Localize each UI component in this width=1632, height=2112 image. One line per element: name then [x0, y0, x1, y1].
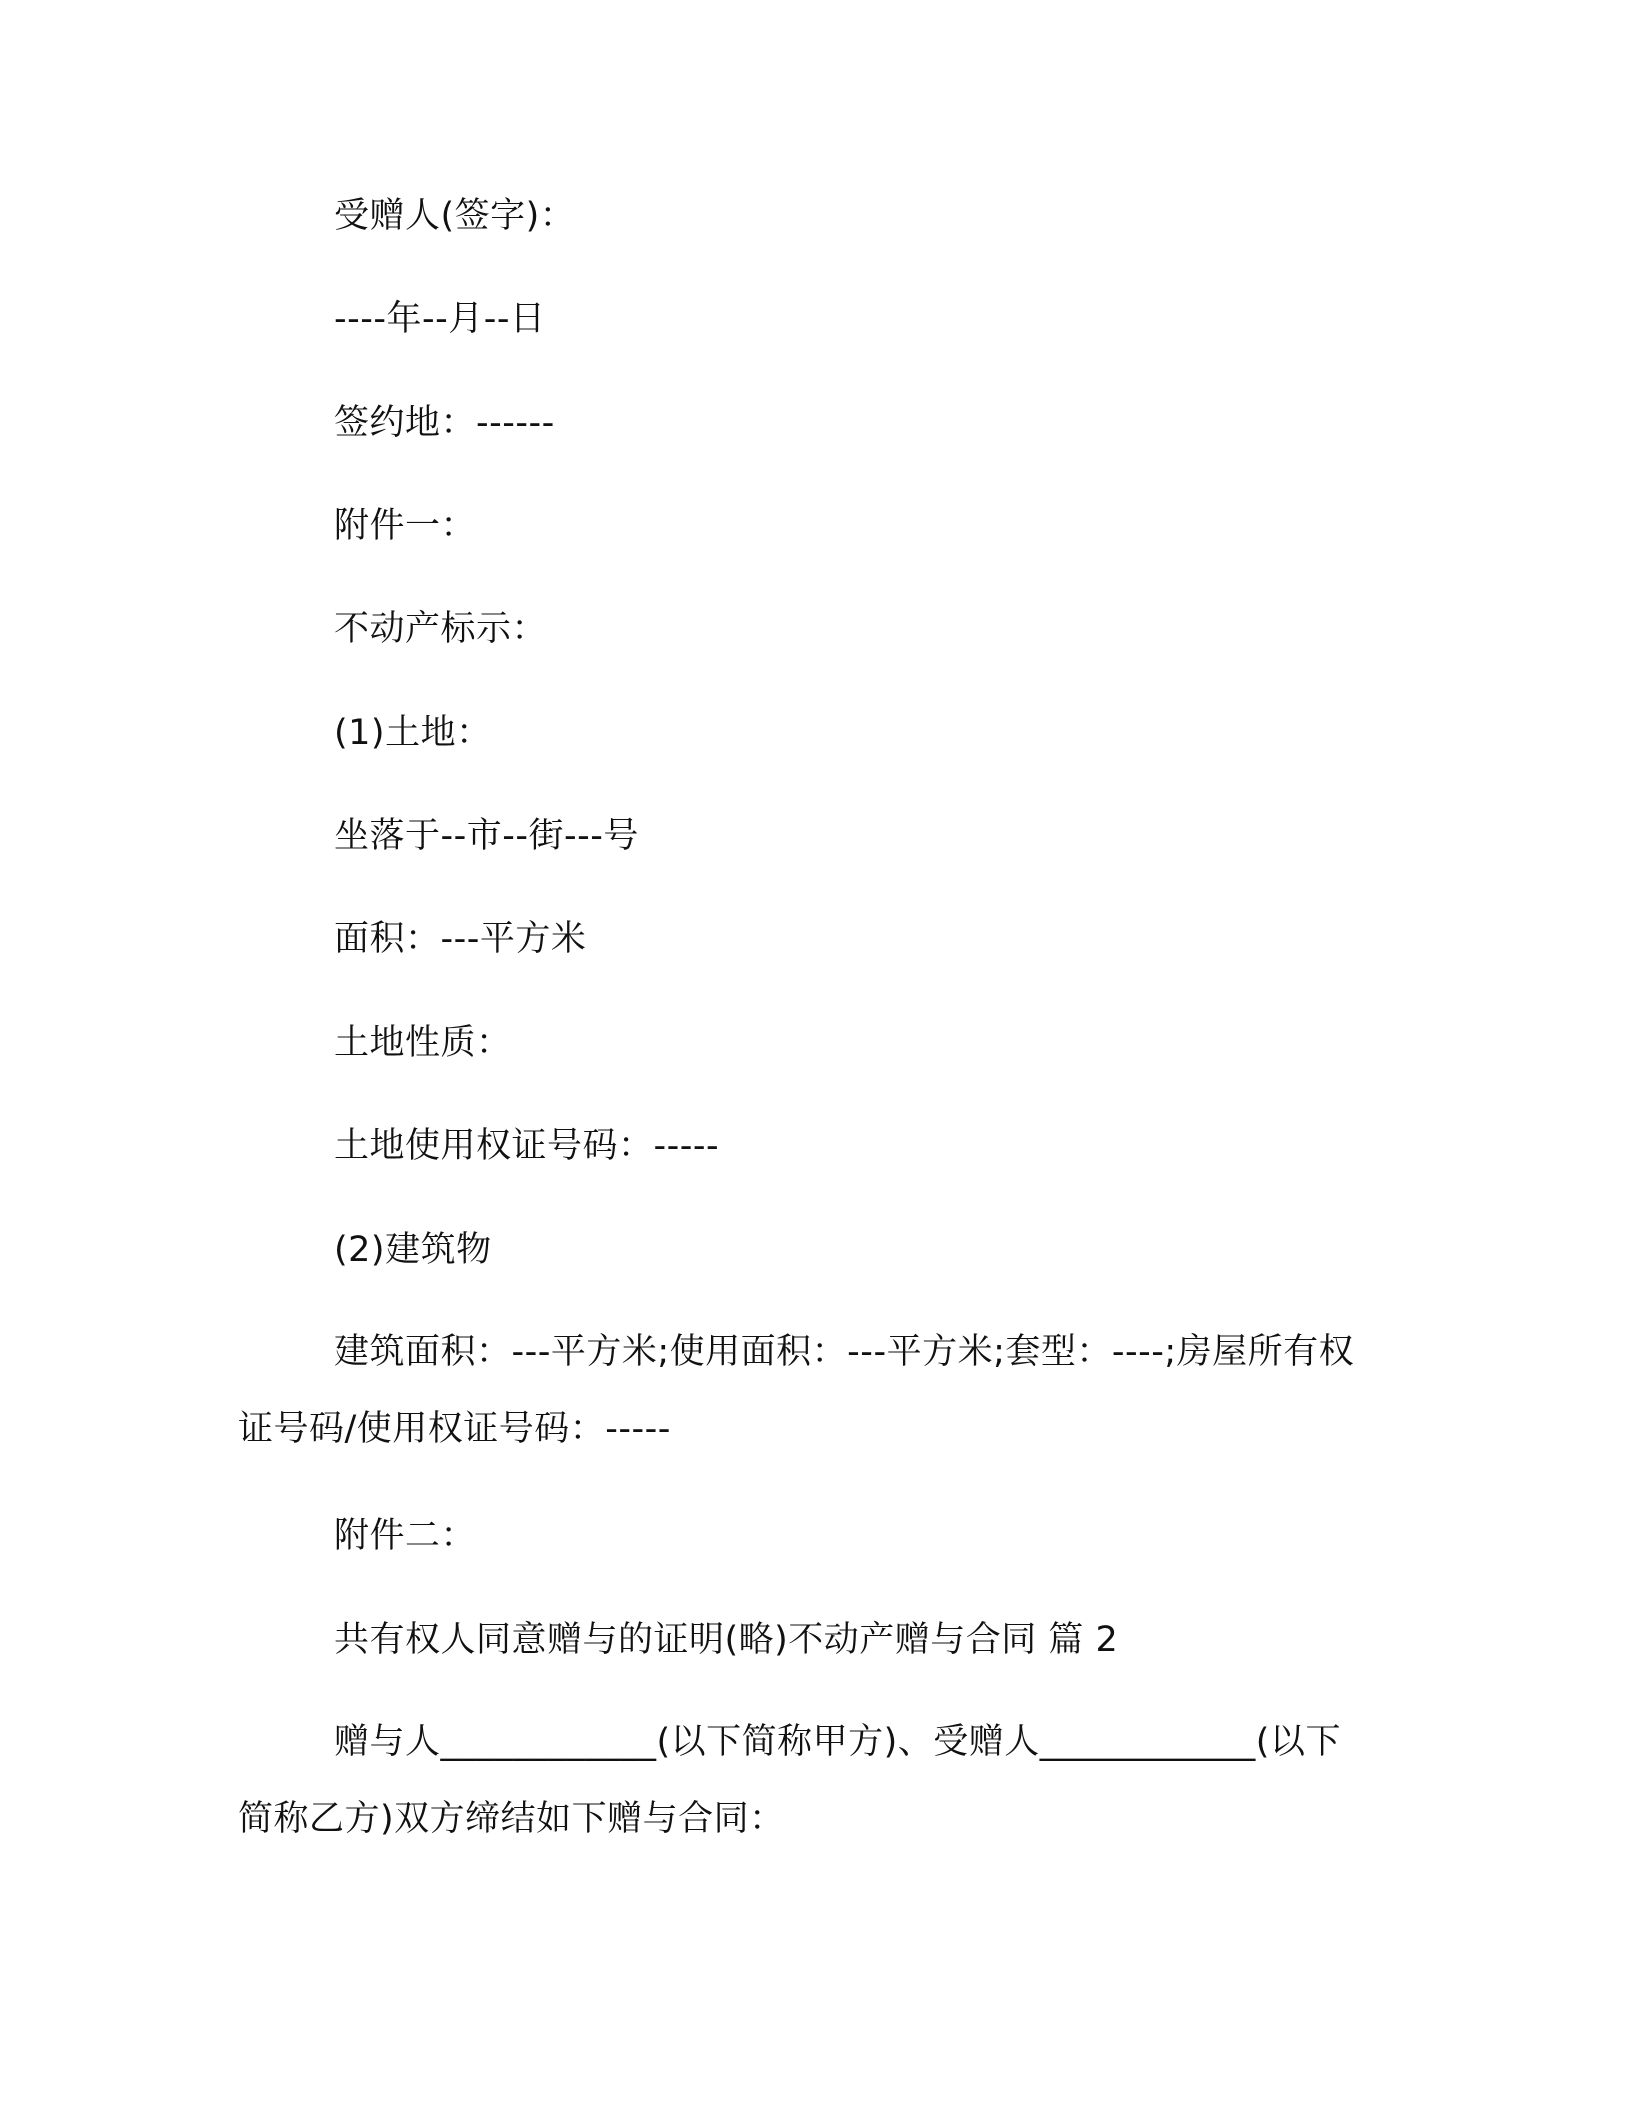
signing-place-line: 签约地：------: [334, 403, 555, 443]
land-area-line: 面积：---平方米: [334, 919, 587, 959]
property-designation-line: 不动产标示：: [334, 609, 548, 649]
land-nature-line: 土地性质：: [334, 1023, 512, 1063]
contract-intro-paragraph: 赠与人____________(以下简称甲方)、受赠人____________(以下简称乙方)双方缔结如下赠与合同：: [238, 1722, 1341, 1839]
attachment-two-heading: 附件二：: [334, 1516, 477, 1556]
attachment-one-heading: 附件一：: [334, 506, 477, 546]
building-details-paragraph: 建筑面积：---平方米;使用面积：---平方米;套型：----;房屋所有权证号码/使用权证号码：-----: [238, 1332, 1355, 1449]
land-location-line: 坐落于--市--街---号: [334, 816, 639, 856]
recipient-signature-line: 受赠人(签字)：: [334, 196, 576, 236]
section-two-heading: 共有权人同意赠与的证明(略)不动产赠与合同 篇 2: [334, 1620, 1119, 1660]
date-line: ----年--月--日: [334, 299, 546, 339]
building-heading: (2)建筑物: [334, 1230, 492, 1270]
land-certificate-line: 土地使用权证号码：-----: [334, 1126, 720, 1166]
land-heading: (1)土地：: [334, 713, 492, 753]
